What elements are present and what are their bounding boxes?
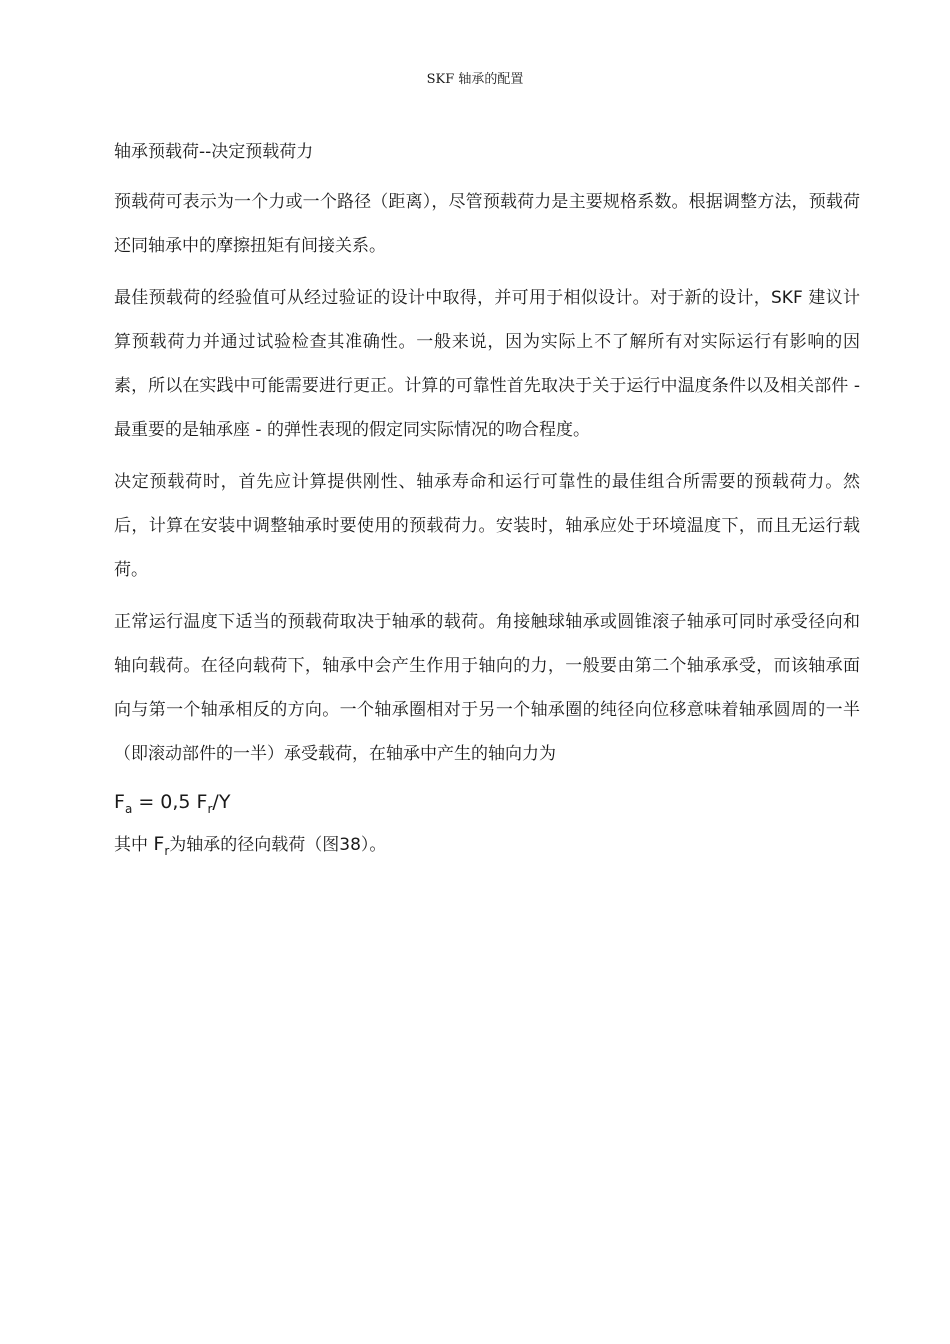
axial-force-formula	[114, 780, 860, 824]
paragraph-3: 决定预载荷时，首先应计算提供刚性、轴承寿命和运行可靠性的最佳组合所需要的预载荷力。然后，计算在安装中调整轴承时要使用的预载荷力。安装时，轴承应处于环境温度下，而且无运行载荷。	[114, 472, 860, 580]
page-header: SKF 轴承的配置	[426, 72, 524, 87]
paragraph-4: 正常运行温度下适当的预载荷取决于轴承的载荷。角接触球轴承或圆锥滚子轴承可同时承受径向和轴向载荷。在径向载荷下，轴承中会产生作用于轴向的力，一般要由第二个轴承承受，而该轴承面向与第一个轴承相反的方向。一个轴承圈相对于另一个轴承圈的纯径向位移意味着轴承圆周的一半（即滚动部件的一半）承受载荷，在轴承中产生的轴向力为	[114, 612, 860, 764]
formula-middle: = 0,5 F	[132, 791, 208, 813]
document-body	[114, 138, 860, 865]
formula-lhs-subscript: a	[124, 802, 133, 816]
paragraph-2: 最佳预载荷的经验值可从经过验证的设计中取得，并可用于相似设计。对于新的设计，SKF 建议计算预载荷力并通过试验检查其准确性。一般来说，因为实际上不了解所有对实际运行有影响的因素，所以在实践中可能需要进行更正。计算的可靠性首先取决于关于运行中温度条件以及相关部件 - 最重要的是轴承座 - 的弹性表现的假定同实际情况的吻合程度。	[114, 288, 860, 440]
note-suffix: 为轴承的径向载荷（图38）。	[169, 835, 387, 855]
note-symbol-subscript: r	[164, 844, 170, 858]
note-prefix: 其中	[114, 835, 154, 855]
formula-tail: /Y	[212, 791, 231, 813]
formula-rhs-subscript: r	[207, 802, 213, 816]
note-symbol: F	[153, 833, 165, 855]
section-heading: 轴承预载荷--决定预载荷力	[114, 142, 314, 162]
formula-note	[114, 824, 860, 865]
formula-lhs: F	[114, 791, 125, 813]
paragraph-1: 预载荷可表示为一个力或一个路径（距离），尽管预载荷力是主要规格系数。根据调整方法，预载荷还同轴承中的摩擦扭矩有间接关系。	[114, 192, 860, 256]
